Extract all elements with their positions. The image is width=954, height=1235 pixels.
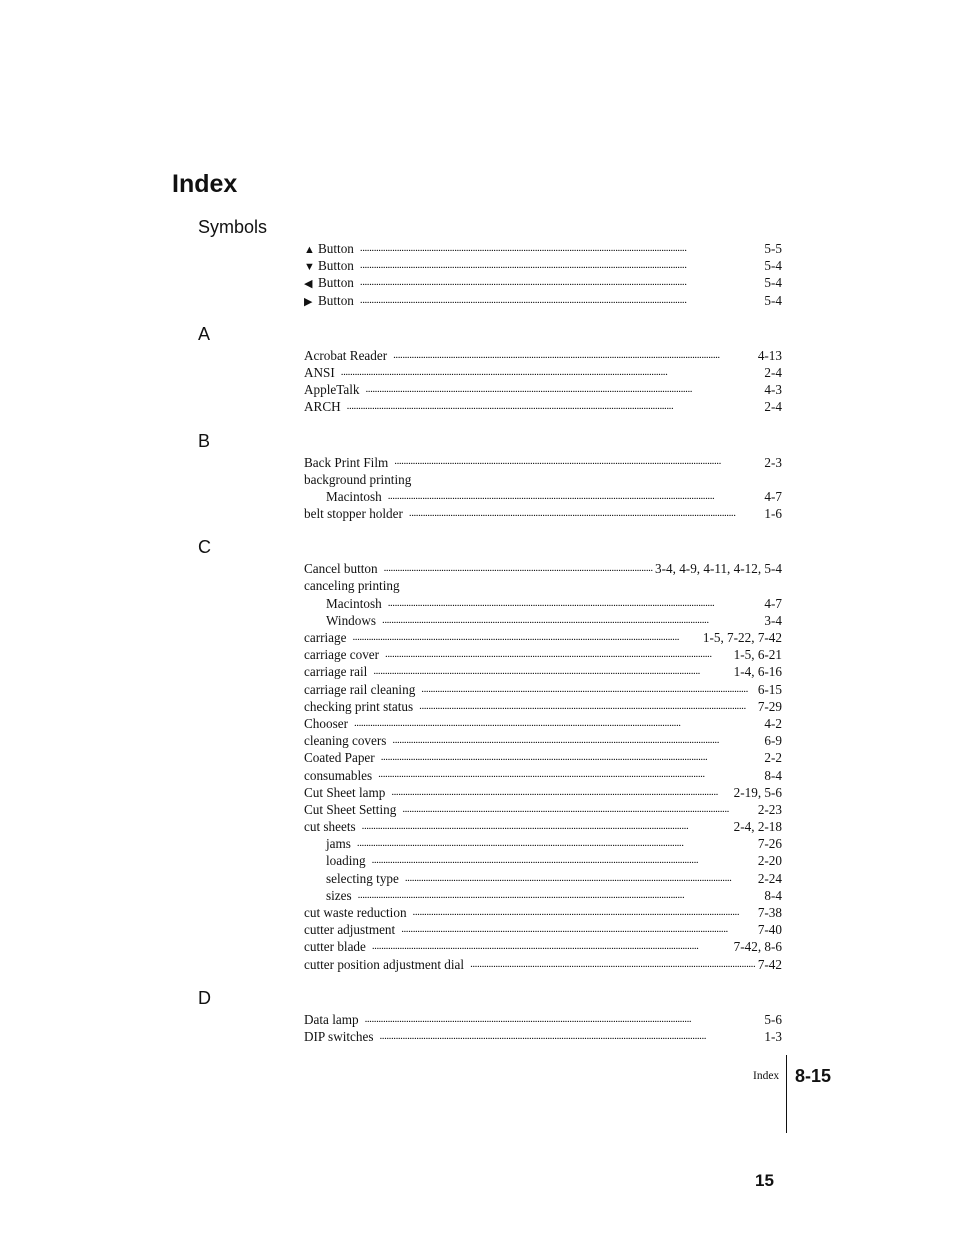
index-entry <box>304 904 782 921</box>
entry-pages: 7-26 <box>757 836 782 852</box>
entry-term <box>326 887 352 904</box>
entry-term-text: carriage <box>304 630 347 645</box>
dot-leader <box>379 1028 762 1045</box>
dot-leader <box>419 698 756 715</box>
dot-leader <box>385 646 732 663</box>
entry-pages: 2-4, 2-18 <box>733 819 782 835</box>
entry-pages: 4-7 <box>764 488 782 504</box>
entry-pages: 4-2 <box>764 715 782 731</box>
entry-pages: 3-4, 4-9, 4-11, 4-12, 5-4 <box>655 561 782 577</box>
dot-leader <box>365 381 762 398</box>
entry-term-text: Acrobat Reader <box>304 347 388 363</box>
entry-term-text: cutter position adjustment dial <box>304 956 465 972</box>
entry-pages: 5-5 <box>764 241 782 256</box>
entry-term-text: Button <box>318 258 354 274</box>
index-entry <box>304 454 782 471</box>
page-title: Index <box>172 170 238 198</box>
section-heading: Symbols <box>198 217 268 237</box>
entry-term <box>304 663 367 680</box>
dot-leader <box>365 1011 763 1028</box>
entry-list <box>304 1011 782 1045</box>
entry-pages: 5-4 <box>764 275 782 291</box>
entry-pages: 7-29 <box>757 698 782 714</box>
entry-term-text: Data lamp <box>304 1011 359 1027</box>
entry-term-text: cutter blade <box>304 939 366 955</box>
dot-leader <box>401 921 756 938</box>
entry-pages: 2-4 <box>764 399 782 415</box>
entry-term <box>304 784 385 801</box>
entry-term <box>304 629 346 646</box>
entry-term-text: cut sheets <box>304 819 356 835</box>
entry-term-text: background printing <box>304 471 412 487</box>
index-entry <box>304 577 782 594</box>
index-entry <box>304 560 782 577</box>
dot-leader <box>421 681 756 698</box>
entry-pages: 8-4 <box>764 767 782 783</box>
entry-term <box>304 292 354 309</box>
entry-term <box>304 257 354 274</box>
entry-term-text: carriage cover <box>304 647 380 663</box>
dot-leader <box>388 595 763 612</box>
index-entry <box>304 505 782 522</box>
entry-term-text: cutter adjustment <box>304 922 396 938</box>
entry-pages: 1-5, 7-22, 7-42 <box>702 630 782 645</box>
index-entry <box>304 471 782 488</box>
entry-pages: 6-9 <box>764 733 782 749</box>
index-entry <box>304 818 782 835</box>
index-entry <box>304 715 782 732</box>
entry-term <box>304 938 366 955</box>
entry-pages: 1-5, 6-21 <box>733 647 782 663</box>
entry-term <box>304 767 372 784</box>
index-section <box>0 428 954 523</box>
dot-leader <box>405 870 756 887</box>
dot-leader <box>347 398 763 415</box>
entry-pages: 4-3 <box>764 382 782 398</box>
entry-term <box>304 471 411 488</box>
index-entry <box>304 938 782 955</box>
entry-term <box>326 488 382 505</box>
index-entry <box>304 398 782 415</box>
dot-leader <box>394 454 762 471</box>
entry-term-text: Windows <box>326 612 377 628</box>
dot-leader <box>392 732 762 749</box>
entry-term-text: Coated Paper <box>304 750 375 766</box>
entry-pages: 7-38 <box>757 905 782 920</box>
entry-term-text: canceling printing <box>304 578 400 594</box>
sheet-number: 15 <box>755 1171 774 1190</box>
footer-section-label: Index <box>753 1070 780 1082</box>
entry-pages: 2-19, 5-6 <box>733 784 782 800</box>
index-entry <box>304 364 782 381</box>
entry-term <box>304 505 403 522</box>
index-subentry <box>304 488 782 505</box>
entry-term-text: Button <box>318 275 354 291</box>
entry-term-text: sizes <box>326 887 352 903</box>
entry-term-text: Back Print Film <box>304 454 389 470</box>
dot-leader <box>372 938 732 955</box>
arrow-icon: ◀ <box>304 278 313 291</box>
entry-pages: 2-23 <box>757 801 782 817</box>
dot-leader <box>357 835 756 852</box>
entry-term-text: consumables <box>304 767 373 783</box>
dot-leader <box>384 560 653 577</box>
entry-term <box>304 560 378 577</box>
entry-term <box>326 870 399 887</box>
section-heading: B <box>198 430 211 451</box>
entry-term-text: AppleTalk <box>304 382 360 398</box>
entry-term-text: DIP switches <box>304 1028 374 1044</box>
entry-term <box>304 646 379 663</box>
entry-pages: 7-42, 8-6 <box>733 939 782 955</box>
entry-term-text: Macintosh <box>326 595 382 611</box>
index-subentry <box>304 852 782 869</box>
entry-term <box>304 921 395 938</box>
entry-pages: 3-4 <box>764 612 782 628</box>
index-entry <box>304 292 782 309</box>
entry-term-text: Cut Sheet lamp <box>304 784 386 800</box>
entry-term <box>304 274 354 291</box>
entry-term <box>304 715 348 732</box>
entry-term-text: cut waste reduction <box>304 905 407 920</box>
entry-term <box>304 1011 359 1028</box>
entry-term <box>326 612 376 629</box>
entry-pages: 7-42 <box>757 956 782 972</box>
entry-term-text: ARCH <box>304 399 341 415</box>
index-entry <box>304 347 782 364</box>
index-entry <box>304 956 782 973</box>
entry-pages: 2-4 <box>764 364 782 380</box>
entry-pages: 4-13 <box>757 347 782 363</box>
index-section <box>0 985 954 1045</box>
dot-leader <box>373 663 731 680</box>
dot-leader <box>388 488 763 505</box>
entry-pages: 5-6 <box>764 1011 782 1027</box>
index-subentry <box>304 612 782 629</box>
entry-term-text: Macintosh <box>326 488 382 504</box>
index-entry <box>304 732 782 749</box>
index-entry <box>304 784 782 801</box>
entry-term <box>304 732 386 749</box>
entry-list <box>304 454 782 523</box>
entry-list <box>304 347 782 416</box>
entry-pages: 2-24 <box>757 870 782 886</box>
dot-leader <box>362 818 732 835</box>
dot-leader <box>352 629 700 646</box>
entry-term-text: cleaning covers <box>304 733 387 749</box>
entry-term-text: Cut Sheet Setting <box>304 801 397 817</box>
entry-term <box>326 835 351 852</box>
entry-pages: 5-4 <box>764 292 782 308</box>
index-entry <box>304 274 782 291</box>
entry-term <box>304 240 354 257</box>
entry-term-text: jams <box>326 836 351 852</box>
section-heading: C <box>198 537 211 558</box>
entry-term <box>304 749 375 766</box>
entry-term <box>304 801 396 818</box>
entry-pages: 8-4 <box>764 887 782 903</box>
entry-term-text: ANSI <box>304 364 335 380</box>
index-entry <box>304 749 782 766</box>
entry-term-text: Button <box>318 292 354 308</box>
entry-term-text: carriage rail cleaning <box>304 681 416 697</box>
entry-term-text: loading <box>326 853 366 869</box>
index-subentry <box>304 870 782 887</box>
index-subentry <box>304 835 782 852</box>
entry-term-text: Cancel button <box>304 561 378 577</box>
entry-term <box>304 1028 373 1045</box>
entry-term <box>304 398 341 415</box>
entry-list <box>304 560 782 973</box>
index-entry <box>304 257 782 274</box>
index-entry <box>304 801 782 818</box>
entry-term-text: Chooser <box>304 715 348 731</box>
dot-leader <box>381 749 763 766</box>
entry-pages: 4-7 <box>764 595 782 611</box>
entry-term <box>304 364 335 381</box>
footer-divider <box>786 1055 787 1133</box>
index-entry <box>304 663 782 680</box>
index-entry <box>304 1011 782 1028</box>
dot-leader <box>413 904 756 921</box>
entry-term <box>304 956 464 973</box>
dot-leader <box>409 505 763 522</box>
index-entry <box>304 767 782 784</box>
entry-pages: 1-3 <box>764 1028 782 1044</box>
entry-term <box>304 818 356 835</box>
entry-pages: 2-2 <box>764 750 782 766</box>
footer-page-number: 8-15 <box>795 1066 832 1086</box>
index-entry <box>304 629 782 646</box>
index-entry <box>304 921 782 938</box>
entry-pages: 5-4 <box>764 258 782 274</box>
index-section <box>0 534 954 973</box>
entry-term <box>304 347 387 364</box>
entry-term <box>326 595 382 612</box>
dot-leader <box>360 274 763 291</box>
arrow-icon: ▼ <box>304 261 315 274</box>
entry-pages: 6-15 <box>757 681 782 697</box>
entry-term <box>304 454 388 471</box>
entry-term <box>304 577 400 594</box>
index-entry <box>304 240 782 257</box>
dot-leader <box>372 852 756 869</box>
entry-term <box>304 381 359 398</box>
dot-leader <box>470 956 756 973</box>
entry-term <box>326 852 366 869</box>
entry-term-text: Button <box>318 241 354 256</box>
dot-leader <box>354 715 762 732</box>
index-subentry <box>304 595 782 612</box>
index-subentry <box>304 887 782 904</box>
index-entry <box>304 1028 782 1045</box>
dot-leader <box>360 257 763 274</box>
index-body <box>0 214 954 1045</box>
dot-leader <box>382 612 762 629</box>
entry-pages: 7-40 <box>757 922 782 938</box>
entry-term-text: checking print status <box>304 698 414 714</box>
entry-term-text: carriage rail <box>304 664 368 680</box>
entry-term-text: belt stopper holder <box>304 506 403 522</box>
arrow-icon: ▲ <box>304 244 315 256</box>
index-section <box>0 321 954 416</box>
index-section <box>0 214 954 309</box>
entry-pages: 1-4, 6-16 <box>733 664 782 680</box>
entry-term <box>304 698 413 715</box>
entry-term <box>304 681 415 698</box>
dot-leader <box>378 767 762 784</box>
dot-leader <box>358 887 763 904</box>
entry-pages: 2-20 <box>757 853 782 869</box>
dot-leader <box>360 292 763 309</box>
index-entry <box>304 698 782 715</box>
section-heading: A <box>198 323 211 344</box>
dot-leader <box>402 801 756 818</box>
dot-leader <box>360 240 763 257</box>
dot-leader <box>393 347 756 364</box>
entry-pages: 2-3 <box>764 454 782 470</box>
index-entry <box>304 681 782 698</box>
entry-pages: 1-6 <box>764 506 782 522</box>
dot-leader <box>341 364 763 381</box>
entry-term <box>304 904 407 921</box>
index-entry <box>304 646 782 663</box>
arrow-icon: ▶ <box>304 295 313 308</box>
dot-leader <box>391 784 731 801</box>
section-heading: D <box>198 987 211 1008</box>
entry-list <box>304 240 782 309</box>
index-entry <box>304 381 782 398</box>
entry-term-text: selecting type <box>326 870 399 886</box>
